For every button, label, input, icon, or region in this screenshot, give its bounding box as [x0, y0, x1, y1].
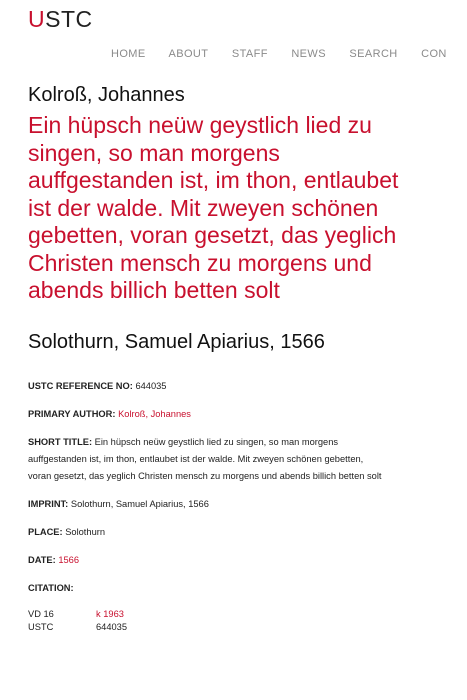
record-title: Ein hüpsch neüw geystlich lied zu singen, so man morgens auffgestanden ist, im thon, entlaubet ist der walde. Mit zweyen schönen gebetten, voran gesetzt, das yeglich Christen mensch zu morgens und abends billich betten solt [28, 112, 399, 303]
citation-label: CITATION: [28, 583, 74, 593]
place-row [28, 524, 388, 541]
citation-ref-link[interactable]: k 1963 [96, 609, 124, 619]
nav-contact[interactable]: CON [421, 48, 447, 60]
citation-item [28, 621, 388, 634]
nav-search[interactable]: SEARCH [349, 48, 398, 60]
logo-letters: STC [45, 6, 93, 32]
main-nav [111, 48, 467, 60]
nav-news[interactable]: NEWS [291, 48, 326, 60]
date-link[interactable]: 1566 [58, 555, 79, 565]
record-imprint: Solothurn, Samuel Apiarius, 1566 [28, 331, 325, 353]
nav-home[interactable]: HOME [111, 48, 146, 60]
citation-ref: 644035 [96, 622, 128, 632]
reference-row [28, 378, 388, 395]
short-title-row [28, 434, 388, 485]
nav-about[interactable]: ABOUT [168, 48, 209, 60]
place-label: PLACE: [28, 527, 63, 537]
short-title-value: Ein hüpsch neüw geystlich lied zu singen, so man morgens auffgestanden ist, im thon, entlaubet ist der walde. Mit zweyen schönen gebetten, voran gesetzt, das yeglich Christen mensch zu morgens und abends billich betten solt [28, 437, 382, 481]
citation-item [28, 608, 388, 621]
place-value: Solothurn [65, 527, 106, 537]
record-details [28, 378, 388, 634]
record-author: Kolroß, Johannes [28, 84, 185, 106]
primary-author-link[interactable]: Kolroß, Johannes [118, 409, 191, 419]
primary-author-label: PRIMARY AUTHOR: [28, 409, 116, 419]
citation-row [28, 580, 388, 597]
reference-value: 644035 [135, 381, 167, 391]
nav-staff[interactable]: STAFF [231, 48, 268, 60]
citation-list [28, 608, 388, 634]
imprint-value: Solothurn, Samuel Apiarius, 1566 [70, 499, 209, 509]
logo-letter-u: U [28, 6, 46, 32]
imprint-label: IMPRINT: [28, 499, 69, 509]
short-title-label: SHORT TITLE: [28, 437, 93, 447]
citation-source: USTC [28, 622, 54, 632]
citation-source: VD 16 [28, 609, 54, 619]
primary-author-row [28, 406, 388, 423]
date-row [28, 552, 388, 569]
reference-label: USTC REFERENCE NO: [28, 381, 133, 391]
imprint-row [28, 496, 388, 513]
site-logo[interactable] [28, 6, 93, 33]
date-label: DATE: [28, 555, 56, 565]
